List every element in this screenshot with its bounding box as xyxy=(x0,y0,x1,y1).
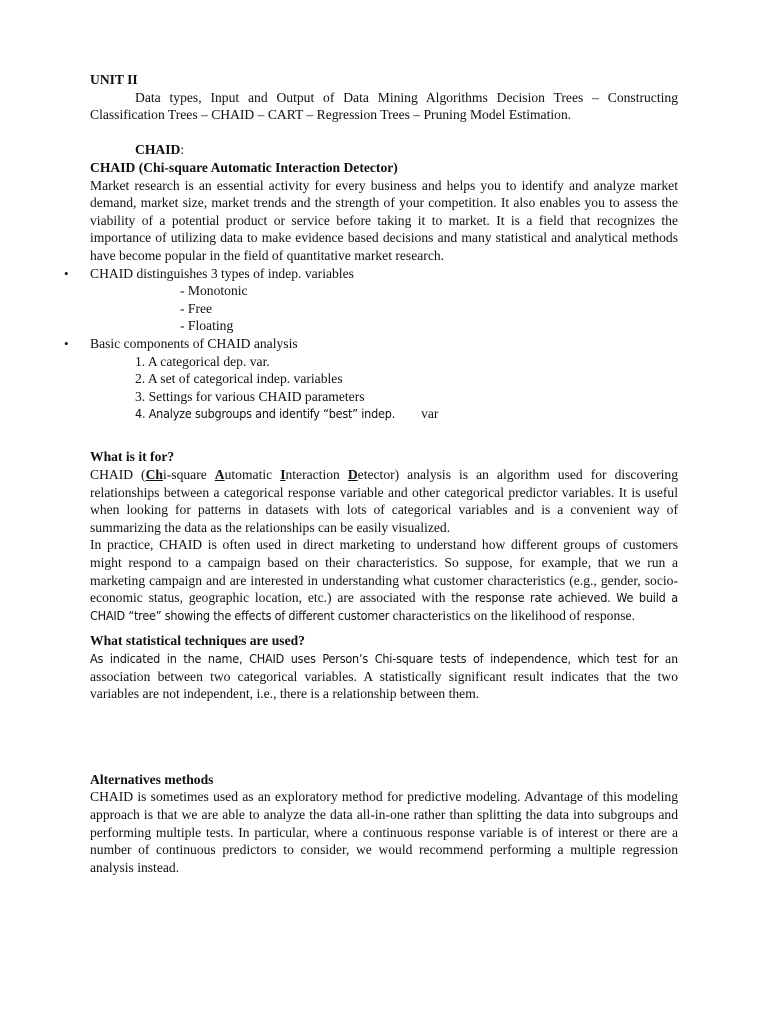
acronym-open: CHAID ( xyxy=(90,467,146,483)
chaid-heading-text: CHAID xyxy=(135,142,181,158)
bullet-item xyxy=(64,335,678,423)
unit-topics: Data types, Input and Output of Data Mining Algorithms Decision Trees – Constructing Classification Trees – CHAID – CART – Regression Trees – Pruning Model Estimation. xyxy=(90,89,678,123)
bullet-list xyxy=(64,265,678,423)
bullet-text: Basic components of CHAID analysis xyxy=(90,335,298,351)
chaid-full-name: CHAID (Chi-square Automatic Interaction Detector) xyxy=(90,159,398,175)
acronym-a: A xyxy=(214,467,225,483)
what-for-heading: What is it for? xyxy=(90,449,175,465)
chaid-intro: Market research is an essential activity for every business and helps you to identify and analyze market demand, market size, market trends and the strength of your competition. It also enables you to assess the viability of a potential product or service before taking it to market. It is a field that recognizes the importance of utilizing data to make evidence based decisions and many statistical and analytical methods have become popular in the field of quantitative market research. xyxy=(90,177,678,263)
alternatives-text: CHAID is sometimes used as an exploratory method for predictive modeling. Advantage of this modeling approach is that we are able to analyze the data all-in-one rather than splitting the data into subgroups and performing multiple tests. In particular, where a continuous response variable is of interest or there are a number of continuous predictors to consider, we would recommend performing a multiple regression analysis instead. xyxy=(90,789,678,875)
techniques-text xyxy=(90,650,678,703)
acronym-ch: Ch xyxy=(145,467,163,483)
unit-title: UNIT II xyxy=(90,72,138,87)
numbered-item: 1. A categorical dep. var. xyxy=(135,353,270,369)
sub-item: - Floating xyxy=(180,318,234,334)
acronym-i-square: i-square xyxy=(162,467,215,483)
chaid-heading xyxy=(90,141,678,159)
acronym-rest: etector) analysis is an algorithm used for discovering relationships between a categorical response variable and other categorical predictor variables. It is useful when looking for patterns in datasets with lots of categorical variables and is a convenient way of summarizing the data as the relationships can be easily visualized. xyxy=(90,467,678,535)
sub-item: - Free xyxy=(180,300,213,316)
numbered-item: 3. Settings for various CHAID parameters xyxy=(135,388,365,404)
numbered-item-text: 4. Analyze subgroups and identify “best” indep. xyxy=(135,406,396,422)
document-page xyxy=(64,71,678,876)
chaid-heading-colon: : xyxy=(180,142,185,158)
sub-item: - Monotonic xyxy=(180,283,248,299)
techniques-heading: What statistical techniques are used? xyxy=(90,633,305,649)
numbered-item: 2. A set of categorical indep. variables xyxy=(135,371,343,387)
techniques-text-line1: As indicated in the name, CHAID uses Person’s Chi-square tests of independence, which test for xyxy=(90,651,659,666)
numbered-item-tail: var xyxy=(421,406,439,422)
acronym-i: I xyxy=(280,467,286,483)
acronym-utomatic: utomatic xyxy=(224,467,281,483)
acronym-nteraction: nteraction xyxy=(285,467,348,483)
practice-text xyxy=(90,536,678,624)
alternatives-heading: Alternatives methods xyxy=(90,771,214,787)
what-for-text xyxy=(90,466,678,536)
bullet-item xyxy=(64,265,678,335)
practice-text-c: characteristics on the likelihood of response. xyxy=(392,607,635,623)
practice-text-a: In practice, CHAID is often used in direct marketing to understand how different groups of customers might respond to a campaign based on their characteristics. So suppose, for example, that we run a marketing campaign and are interested in understanding what customer characteristics (e.g., gender, socio-economic status, geographic location, etc.) are associated with xyxy=(90,537,678,606)
acronym-d: D xyxy=(347,467,358,483)
bullet-icon: • xyxy=(64,265,69,281)
techniques-text-rest: an association between two categorical variables. A statistically significant result indicates that the two variables are not independent, i.e., there is a relationship between them. xyxy=(90,651,678,702)
bullet-icon: • xyxy=(64,335,69,351)
numbered-item xyxy=(90,405,678,423)
bullet-text: CHAID distinguishes 3 types of indep. variables xyxy=(90,265,354,281)
practice-text-b: the response rate achieved. We build a CHAID “tree” showing the effects of different customer xyxy=(90,590,678,623)
